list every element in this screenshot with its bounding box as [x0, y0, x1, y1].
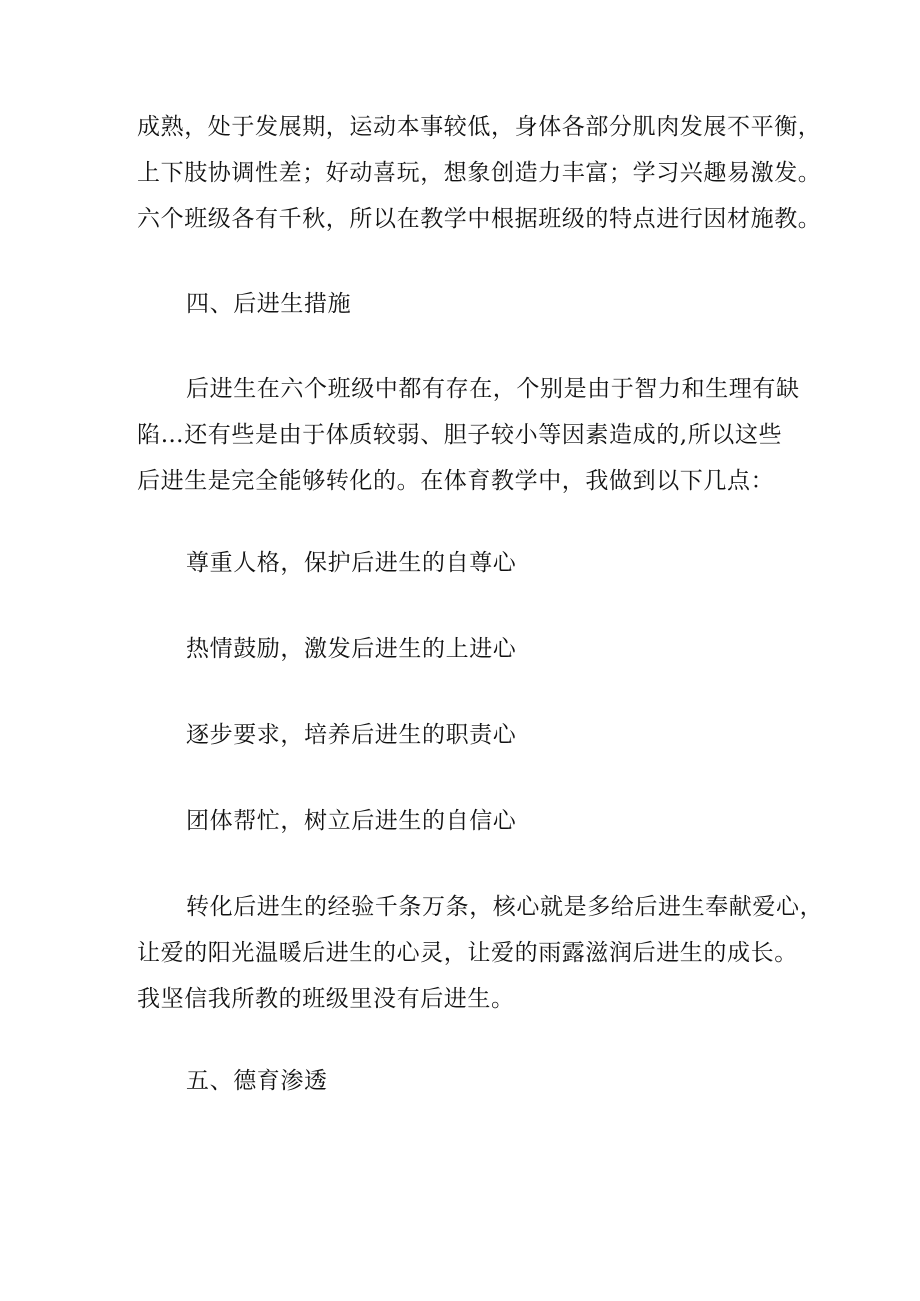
measure-item-4: 团体帮忙，树立后进生的自信心	[186, 808, 517, 834]
paragraph-2-line-2: 陷…还有些是由于体质较弱、胆子较小等因素造成的,所以这些	[137, 422, 783, 448]
paragraph-2-line-1: 后进生在六个班级中都有存在，个别是由于智力和生理有缺	[186, 376, 800, 402]
paragraph-1-line-3: 六个班级各有千秋，所以在教学中根据班级的特点进行因材施教。	[137, 206, 822, 232]
paragraph-3-line-3: 我坚信我所教的班级里没有后进生。	[137, 986, 515, 1012]
paragraph-1-line-1: 成熟，处于发展期，运动本事较低，身体各部分肌肉发展不平衡，	[137, 114, 822, 140]
paragraph-3-line-1: 转化后进生的经验千条万条，核心就是多给后进生奉献爱心，	[186, 894, 824, 920]
paragraph-2-line-3: 后进生是完全能够转化的。在体育教学中，我做到以下几点：	[137, 468, 775, 494]
paragraph-3-line-2: 让爱的阳光温暖后进生的心灵，让爱的雨露滋润后进生的成长。	[137, 940, 798, 966]
measure-item-2: 热情鼓励，激发后进生的上进心	[186, 636, 517, 662]
section-5-heading: 五、德育渗透	[186, 1068, 328, 1094]
paragraph-1-line-2: 上下肢协调性差；好动喜玩，想象创造力丰富；学习兴趣易激发。	[137, 160, 822, 186]
measure-item-1: 尊重人格，保护后进生的自尊心	[186, 550, 517, 576]
measure-item-3: 逐步要求，培养后进生的职责心	[186, 722, 517, 748]
section-4-heading: 四、后进生措施	[186, 291, 352, 317]
